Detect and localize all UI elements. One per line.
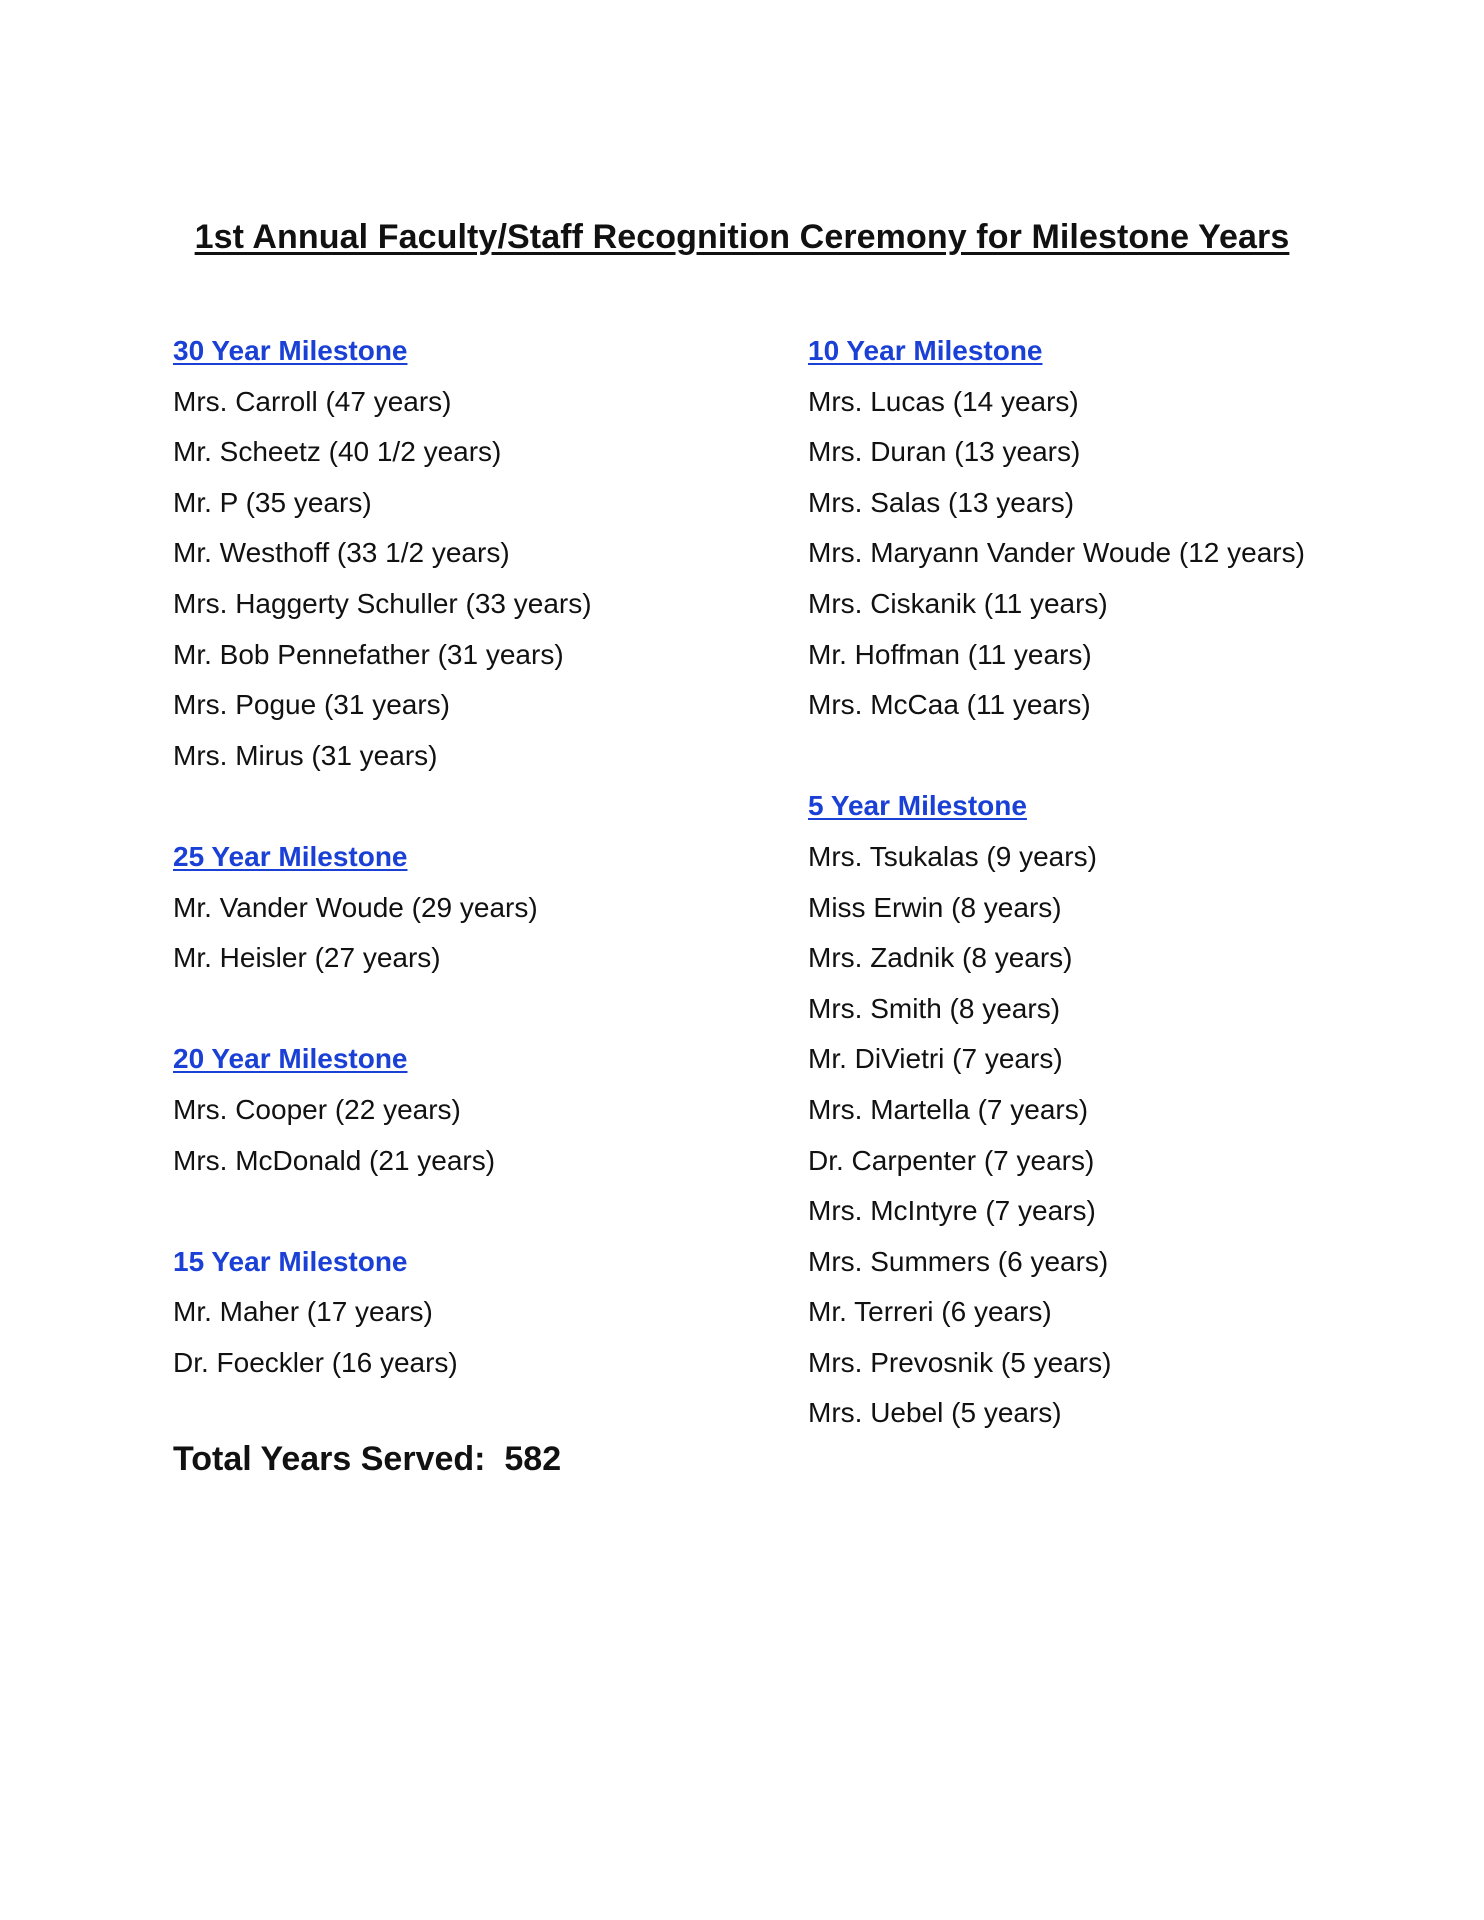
list-item: Mr. Hoffman (11 years) [808, 638, 1092, 670]
list-item: Mr. Westhoff (33 1/2 years) [173, 537, 510, 569]
list-item: Mrs. Maryann Vander Woude (12 years) [808, 537, 1305, 569]
milestone-section-15 [173, 1237, 773, 1389]
left-column [173, 326, 773, 1388]
list-item: Mrs. Haggerty Schuller (33 years) [173, 587, 592, 619]
list-item: Mrs. McIntyre (7 years) [808, 1195, 1096, 1227]
list-item: Mrs. Duran (13 years) [808, 436, 1081, 468]
milestone-section-20 [173, 1034, 773, 1186]
list-item: Mrs. Uebel (5 years) [808, 1397, 1062, 1429]
list-item: Mrs. Martella (7 years) [808, 1093, 1089, 1125]
list-item: Mrs. Cooper (22 years) [173, 1093, 461, 1125]
list-item: Mr. Maher (17 years) [173, 1296, 433, 1328]
list-item: Mrs. Ciskanik (11 years) [808, 587, 1108, 619]
list-item: Mrs. Lucas (14 years) [808, 385, 1079, 417]
list-item: Mrs. Zadnik (8 years) [808, 942, 1073, 974]
total-label: Total Years Served: [173, 1440, 486, 1478]
list-item: Mrs. Mirus (31 years) [173, 739, 438, 771]
page-title: 1st Annual Faculty/Staff Recognition Ceremony for Milestone Years [194, 218, 1290, 256]
list-item: Mrs. Summers (6 years) [808, 1245, 1109, 1277]
section-heading-15-year: 15 Year Milestone [173, 1245, 408, 1277]
list-item: Mrs. Salas (13 years) [808, 486, 1075, 518]
milestone-section-5 [808, 781, 1448, 1439]
section-spacer [173, 984, 773, 1035]
section-heading-25-year: 25 Year Milestone [173, 840, 408, 872]
list-item: Mr. Scheetz (40 1/2 years) [173, 436, 502, 468]
section-spacer [808, 731, 1448, 782]
list-item: Mrs. Smith (8 years) [808, 992, 1061, 1024]
list-item: Mr. Heisler (27 years) [173, 942, 441, 974]
section-spacer [173, 1186, 773, 1237]
list-item: Mrs. Prevosnik (5 years) [808, 1346, 1112, 1378]
list-item: Mrs. McCaa (11 years) [808, 689, 1091, 721]
milestone-section-10 [808, 326, 1448, 731]
section-heading-30-year: 30 Year Milestone [173, 335, 408, 366]
list-item: Mrs. McDonald (21 years) [173, 1144, 496, 1176]
list-item: Miss Erwin (8 years) [808, 891, 1062, 923]
section-heading-5-year: 5 Year Milestone [808, 790, 1027, 822]
section-heading-10-year: 10 Year Milestone [808, 335, 1043, 366]
list-item: Mrs. Carroll (47 years) [173, 385, 452, 417]
total-value: 582 [504, 1440, 562, 1478]
right-column [808, 326, 1448, 1439]
list-item: Dr. Foeckler (16 years) [173, 1346, 458, 1378]
list-item: Dr. Carpenter (7 years) [808, 1144, 1095, 1176]
list-item: Mr. DiVietri (7 years) [808, 1043, 1063, 1075]
list-item: Mr. Bob Pennefather (31 years) [173, 638, 564, 670]
list-item: Mr. P (35 years) [173, 486, 372, 518]
list-item: Mr. Terreri (6 years) [808, 1296, 1052, 1328]
section-spacer [173, 781, 773, 832]
list-item: Mrs. Tsukalas (9 years) [808, 840, 1097, 872]
total-years-served [173, 1440, 561, 1479]
list-item: Mr. Vander Woude (29 years) [173, 891, 538, 923]
section-heading-20-year: 20 Year Milestone [173, 1043, 408, 1075]
list-item: Mrs. Pogue (31 years) [173, 689, 450, 721]
milestone-section-25 [173, 832, 773, 984]
milestone-section-30 [173, 326, 773, 781]
